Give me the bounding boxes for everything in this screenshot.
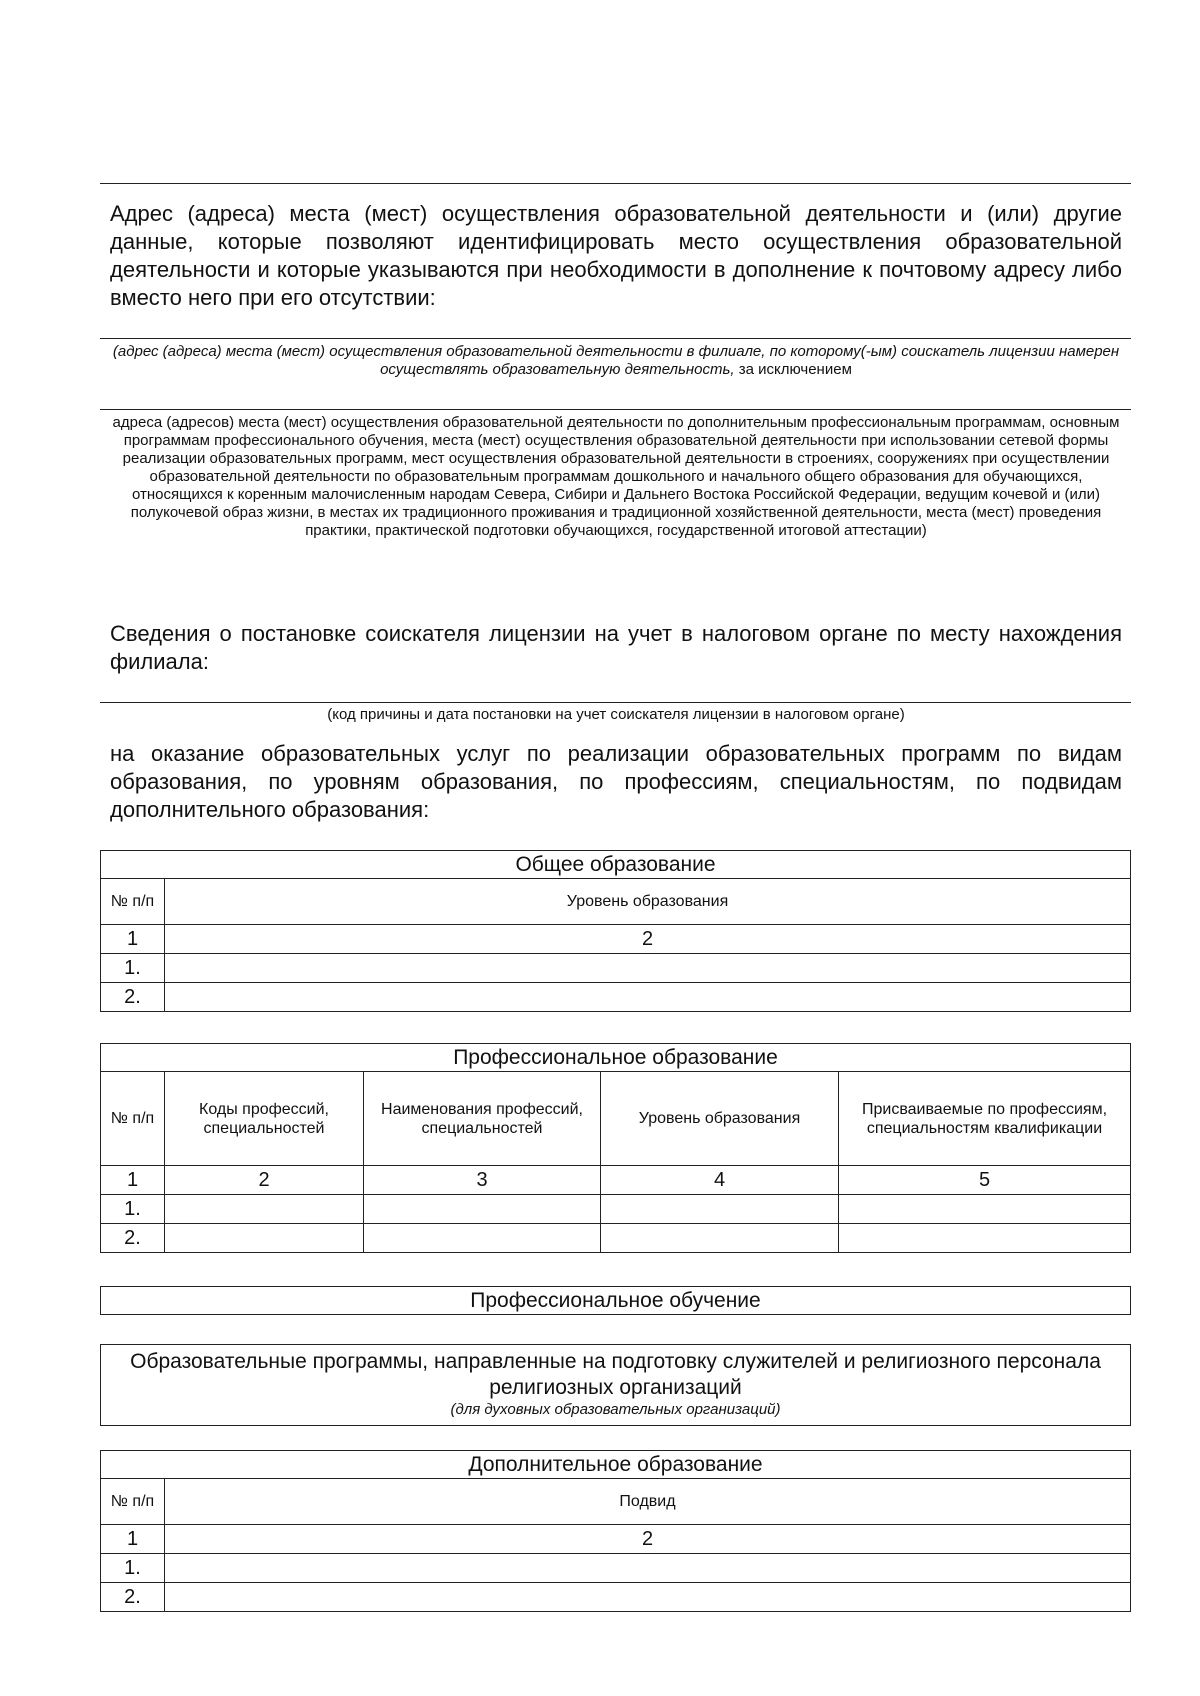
address-caption-1-italic: (адрес (адреса) места (мест) осуществления образовательной деятельности в филиале, по которому(-ым) соискатель лицензии намерен осуществлять образовательную деятельность, <box>112 343 1120 378</box>
prof-col-num: № п/п <box>101 1072 165 1166</box>
top-rule <box>100 183 1131 184</box>
additional-row-2-subtype[interactable] <box>165 1583 1131 1612</box>
general-row-1-level[interactable] <box>165 954 1131 983</box>
tax-caption: (код причины и дата постановки на учет соискателя лицензии в налоговом органе) <box>327 706 905 723</box>
address-caption-1 <box>110 343 1122 379</box>
professional-training-box <box>100 1286 1131 1315</box>
prof-row-2-level[interactable] <box>601 1224 839 1253</box>
general-education-title: Общее образование <box>101 851 1131 879</box>
prof-row-2-names[interactable] <box>364 1224 601 1253</box>
religious-programs-box <box>100 1344 1131 1426</box>
general-row-2-level[interactable] <box>165 983 1131 1012</box>
prof-col-codes: Коды профессий, специальностей <box>165 1072 364 1166</box>
prof-col-level: Уровень образования <box>601 1072 839 1166</box>
prof-row-1-num: 1. <box>101 1195 165 1224</box>
additional-row-2-num: 2. <box>101 1583 165 1612</box>
prof-row-2-codes[interactable] <box>165 1224 364 1253</box>
address-caption-1-tail: за исключением <box>738 361 852 378</box>
religious-programs-title: Образовательные программы, направленные на подготовку служителей и религиозного персонала религиозных организаций <box>130 1350 1101 1399</box>
general-row-2-num: 2. <box>101 983 165 1012</box>
additional-col-subtype: Подвид <box>165 1479 1131 1525</box>
additional-col-num: № п/п <box>101 1479 165 1525</box>
prof-index-5: 5 <box>839 1166 1131 1195</box>
prof-index-1: 1 <box>101 1166 165 1195</box>
additional-row-1-subtype[interactable] <box>165 1554 1131 1583</box>
prof-row-1-codes[interactable] <box>165 1195 364 1224</box>
additional-index-2: 2 <box>165 1525 1131 1554</box>
address-caption-2: адреса (адресов) места (мест) осуществления образовательной деятельности по дополнительным профессиональным программам, основным программам профессионального обучения, места (мест) осуществления образовательной деятельности при использовании сетевой формы реализации образовательных программ, мест осуществления образовательной деятельности в строениях, сооружениях при осуществлении образовательной деятельности по образовательным программам дошкольного и начального общего образования для обучающихся, относящихся к коренным малочисленным народам Севера, Сибири и Дальнего Востока Российской Федерации, ведущим кочевой и (или) полукочевой образ жизни, в местах их традиционного проживания и традиционной хозяйственной деятельности, места (мест) проведения практики, практической подготовки обучающихся, государственной итоговой аттестации) <box>112 414 1120 539</box>
general-row-1-num: 1. <box>101 954 165 983</box>
additional-index-1: 1 <box>101 1525 165 1554</box>
address-fill-line-2[interactable] <box>100 409 1131 410</box>
tax-heading: Сведения о постановке соискателя лицензии на учет в налоговом органе по месту нахождения филиала: <box>110 621 1122 674</box>
prof-col-names: Наименования профессий, специальностей <box>364 1072 601 1166</box>
general-col-level: Уровень образования <box>165 879 1131 925</box>
prof-row-2-qualifications[interactable] <box>839 1224 1131 1253</box>
services-text: на оказание образовательных услуг по реализации образовательных программ по видам образования, по уровням образования, по профессиям, специальностям, по подвидам дополнительного образования: <box>110 741 1122 822</box>
additional-education-table <box>100 1450 1131 1612</box>
additional-row-1-num: 1. <box>101 1554 165 1583</box>
prof-index-2: 2 <box>165 1166 364 1195</box>
general-index-1: 1 <box>101 925 165 954</box>
professional-education-title: Профессиональное образование <box>101 1044 1131 1072</box>
additional-education-title: Дополнительное образование <box>101 1451 1131 1479</box>
general-col-num: № п/п <box>101 879 165 925</box>
professional-education-table <box>100 1043 1131 1253</box>
religious-programs-note: (для духовных образовательных организаций) <box>450 1401 781 1418</box>
address-fill-line[interactable] <box>100 338 1131 339</box>
address-heading: Адрес (адреса) места (мест) осуществления образовательной деятельности и (или) другие данные, которые позволяют идентифицировать место осуществления образовательной деятельности и которые указываются при необходимости в дополнение к почтовому адресу либо вместо него при его отсутствии: <box>110 201 1122 310</box>
prof-index-4: 4 <box>601 1166 839 1195</box>
professional-training-title: Профессиональное обучение <box>470 1289 761 1312</box>
prof-row-1-names[interactable] <box>364 1195 601 1224</box>
prof-row-1-qualifications[interactable] <box>839 1195 1131 1224</box>
tax-fill-line[interactable] <box>100 702 1131 703</box>
prof-col-qualifications: Присваиваемые по профессиям, специальностям квалификации <box>839 1072 1131 1166</box>
general-education-table <box>100 850 1131 1012</box>
general-index-2: 2 <box>165 925 1131 954</box>
prof-index-3: 3 <box>364 1166 601 1195</box>
prof-row-2-num: 2. <box>101 1224 165 1253</box>
prof-row-1-level[interactable] <box>601 1195 839 1224</box>
